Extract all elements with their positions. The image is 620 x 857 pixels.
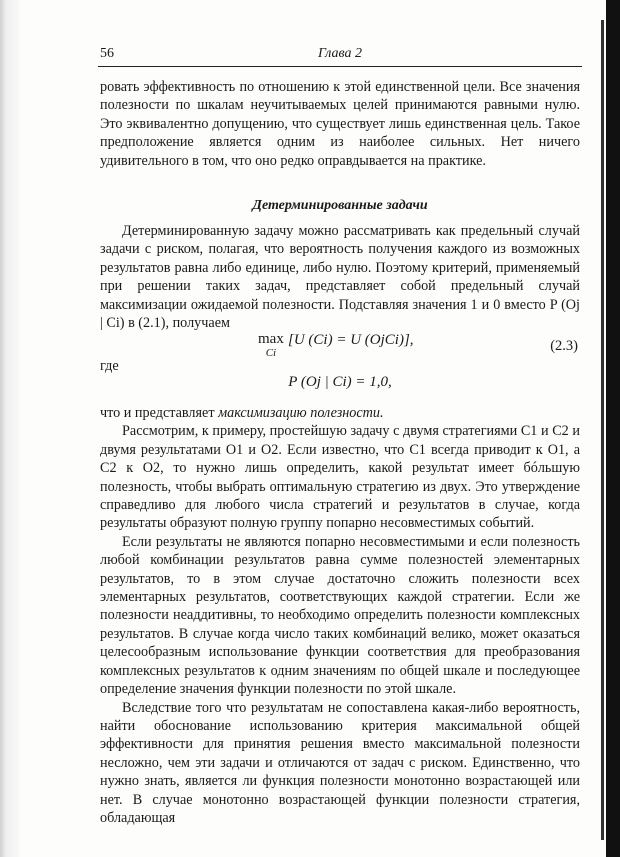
page-edge-right [606, 0, 620, 857]
after-equation-line: что и представляет максимизацию полезности. [100, 405, 384, 421]
header-rule [98, 66, 582, 67]
where-label: где [100, 358, 119, 374]
body-text [100, 404, 580, 827]
page-edge-line [601, 20, 604, 840]
intro-paragraph [100, 78, 580, 170]
paragraph-1 [100, 222, 580, 332]
max-subscript: Ci [265, 347, 277, 359]
running-header [100, 44, 580, 66]
max-operator: max Ci [258, 331, 284, 359]
equation-body: [U (Ci) = U (OjCi)], [288, 332, 414, 348]
chapter-title: Глава 2 [318, 46, 362, 61]
paragraph-2-text: Рассмотрим, к примеру, простейшую задачу с двумя стратегиями C1 и C2 и двумя результатами O1 и O2. Если известно, что C1 всегда приводит к O1, а C2 к O2, то нужно лишь определить, какой результат имеет бóльшую полезность, чтобы выбрать оптимальную стратегию из двух. Это утверждение справедливо для любого числа стратегий и результатов в случае, когда результаты образуют полную группу попарно несовместимых событий. [100, 423, 580, 532]
equation-probability: P (Oj | Ci) = 1,0, [288, 374, 392, 390]
page-binding-shadow [0, 0, 20, 857]
paragraph-3-text: Если результаты не являются попарно несовместимыми и если полезность любой комбинации результатов равна сумме полезностей элементарных результатов, то в этом случае достаточно сложить полезности всех элементарных результатов, соответствующих каждой стратегии. Если же полезности неаддитивны, то необходимо определить полезности комплексных результатов. В случае когда число таких комбинаций велико, может оказаться целесообразным использование функции соответствия для преобразования комплексных результатов к одним значениям по общей шкале и последующее определение значения функции полезности по этой шкале. [100, 533, 580, 698]
equation-number: (2.3) [550, 338, 578, 354]
section-heading: Детерминированные задачи [252, 198, 428, 213]
paragraph-4-text: Вследствие того что результатам не сопоставлена какая-либо вероятность, найти обоснование использованию критерия максимальной общей эффективности для принятия решения вместо максимальной полезности несложно, чем эти задачи и отличаются от задач с риском. Единственно, что нужно знать, является ли функция полезности монотонно возрастающей или нет. В случае монотонно возрастающей функции полезности стратегия, обладающая [100, 699, 580, 826]
page-number: 56 [100, 46, 114, 61]
intro-text: ровать эффективность по отношению к этой единственной цели. Все значения полезности по шкалам неучитываемых целей принимаются равными нулю. Это эквивалентно допущению, что существует лишь единственная цель. Такое предположение является одним из наиболее сильных. Нет ничего удивительного в том, что оно редко оправдывается на практике. [100, 79, 580, 169]
emphasis-term: максимизацию полезности. [218, 405, 384, 421]
paragraph-1-text: Детерминированную задачу можно рассматривать как предельный случай задачи с риском, полагая, что вероятность получения каждого из возможных результатов равна либо единице, либо нулю. Поэтому критерий, применяемый при решении таких задач, представляет собой предельный случай максимизации ожидаемой полезности. Подставляя значения 1 и 0 вместо P (Oj | Ci) в (2.1), получаем [100, 223, 580, 332]
